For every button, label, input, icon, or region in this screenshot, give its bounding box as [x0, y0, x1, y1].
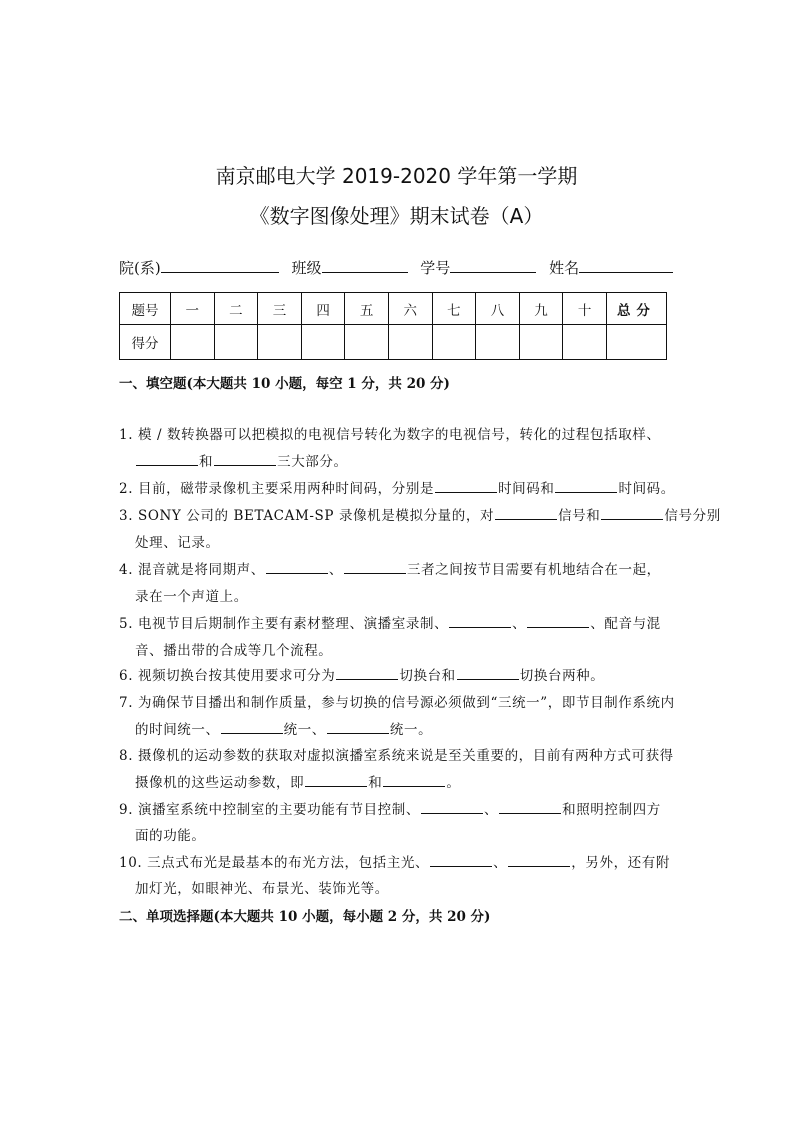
question-text: 音、播出带的合成等几个流程。: [135, 643, 333, 659]
student-info-row: [119, 257, 684, 278]
score-cell[interactable]: [171, 325, 215, 360]
score-cell[interactable]: [476, 325, 520, 360]
question-text: 摄像机的这些运动参数，即: [135, 775, 305, 791]
question-text: 时间码。: [618, 481, 675, 497]
answer-blank[interactable]: [555, 480, 617, 493]
question-line: [135, 585, 248, 605]
question-text: 处理、记录。: [135, 535, 220, 551]
question-line: [119, 423, 661, 443]
section-fill-blank-heading: 一、填空题(本大题共 10 小题，每空 1 分，共 20 分): [119, 376, 450, 392]
question-text: 三者之间按节目需要有机地结合在一起，: [406, 562, 661, 578]
answer-blank[interactable]: [601, 507, 663, 520]
question-text: 录在一个声道上。: [135, 589, 248, 605]
answer-blank[interactable]: [495, 507, 557, 520]
answer-blank[interactable]: [457, 667, 519, 680]
question-cell: 八: [476, 293, 520, 325]
score-cell[interactable]: [214, 325, 258, 360]
answer-blank[interactable]: [136, 453, 198, 466]
question-text: 5. 电视节目后期制作主要有素材整理、演播室录制、: [119, 616, 449, 632]
score-row: [120, 325, 667, 360]
question-line: [135, 718, 432, 738]
question-text: 统一。: [389, 722, 433, 738]
question-text: ，另外，还有附: [571, 855, 670, 871]
question-line: [119, 691, 675, 711]
question-text: 和: [199, 454, 214, 470]
question-cell: 七: [432, 293, 476, 325]
question-text: 、: [328, 562, 343, 578]
question-line: [119, 851, 670, 871]
question-line: [119, 477, 675, 497]
score-table: [119, 292, 667, 360]
answer-blank[interactable]: [527, 615, 589, 628]
question-cell: 总分: [606, 293, 666, 325]
class-label: 班级: [291, 259, 322, 277]
answer-blank[interactable]: [383, 774, 445, 787]
name-label: 姓名: [549, 259, 580, 277]
answer-blank[interactable]: [421, 801, 483, 814]
question-text: 时间码和: [498, 481, 555, 497]
score-cell[interactable]: [519, 325, 563, 360]
question-text: 信号分别: [664, 508, 721, 524]
question-text: 三大部分。: [277, 454, 348, 470]
question-line: [135, 771, 460, 791]
question-text: 切换台和: [399, 668, 456, 684]
question-text: 、: [493, 855, 508, 871]
answer-blank[interactable]: [221, 721, 283, 734]
score-cell[interactable]: [388, 325, 432, 360]
exam-title: 南京邮电大学 2019-2020 学年第一学期: [215, 164, 578, 188]
question-text: 、配音与混: [590, 616, 661, 632]
question-text: 3. SONY 公司的 BETACAM-SP 录像机是模拟分量的，对: [119, 508, 495, 524]
dept-label: 院(系): [119, 259, 161, 277]
question-text: 和: [368, 775, 383, 791]
question-text: 。: [446, 775, 461, 791]
question-text: 7. 为确保节目播出和制作质量，参与切换的信号源必须做到“三统一”，即节目制作系统内: [119, 695, 675, 711]
answer-blank[interactable]: [508, 854, 570, 867]
question-line: [119, 798, 661, 818]
question-line: [119, 664, 604, 684]
question-cell: 一: [171, 293, 215, 325]
row-header-score: 得分: [120, 325, 171, 360]
answer-blank[interactable]: [430, 854, 492, 867]
question-line: [135, 450, 348, 470]
question-text: 加灯光，如眼神光、布景光、装饰光等。: [135, 881, 389, 897]
question-text: 4. 混音就是将同期声、: [119, 562, 265, 578]
answer-blank[interactable]: [344, 561, 406, 574]
question-text: 、: [483, 802, 499, 818]
question-text: 8. 摄像机的运动参数的获取对虚拟演播室系统来说是至关重要的，目前有两种方式可获得: [119, 748, 674, 764]
answer-blank[interactable]: [327, 721, 389, 734]
question-line: [119, 744, 674, 764]
question-text: 6. 视频切换台按其使用要求可分为: [119, 668, 336, 684]
id-field[interactable]: [450, 258, 536, 273]
question-line: [135, 639, 332, 659]
question-cell: 九: [519, 293, 563, 325]
question-line: [135, 824, 206, 844]
question-line: [119, 558, 661, 578]
question-text: 9. 演播室系统中控制室的主要功能有节目控制、: [119, 802, 420, 818]
question-cell: 六: [388, 293, 432, 325]
answer-blank[interactable]: [266, 561, 328, 574]
row-header-question: 题号: [120, 293, 171, 325]
question-text: 1. 模 / 数转换器可以把模拟的电视信号转化为数字的电视信号，转化的过程包括取样、: [119, 427, 661, 443]
question-text: 2. 目前，磁带录像机主要采用两种时间码，分别是: [119, 481, 435, 497]
score-cell[interactable]: [606, 325, 666, 360]
question-cell: 十: [563, 293, 607, 325]
question-line: [135, 877, 389, 897]
question-text: 面的功能。: [135, 828, 206, 844]
exam-subtitle: 《数字图像处理》期末试卷（A）: [249, 204, 544, 228]
score-cell[interactable]: [258, 325, 302, 360]
question-text: 的时间统一、: [135, 722, 220, 738]
section-single-choice-heading: 二、单项选择题(本大题共 10 小题，每小题 2 分，共 20 分): [119, 909, 491, 925]
question-number-row: [120, 293, 667, 325]
question-cell: 五: [345, 293, 389, 325]
question-text: 、: [512, 616, 527, 632]
score-cell[interactable]: [432, 325, 476, 360]
question-line: [135, 531, 220, 551]
answer-blank[interactable]: [449, 615, 511, 628]
score-cell[interactable]: [345, 325, 389, 360]
question-cell: 三: [258, 293, 302, 325]
dept-field[interactable]: [161, 258, 279, 273]
class-field[interactable]: [322, 258, 408, 273]
question-text: 和照明控制四方: [562, 802, 661, 818]
id-label: 学号: [420, 259, 451, 277]
score-cell[interactable]: [563, 325, 607, 360]
score-cell[interactable]: [301, 325, 345, 360]
question-cell: 四: [301, 293, 345, 325]
question-text: 信号和: [558, 508, 601, 524]
question-text: 统一、: [283, 722, 326, 738]
question-text: 10. 三点式布光是最基本的布光方法，包括主光、: [119, 855, 430, 871]
question-line: [119, 504, 721, 524]
answer-blank[interactable]: [305, 774, 367, 787]
name-field[interactable]: [579, 258, 673, 273]
answer-blank[interactable]: [435, 480, 497, 493]
answer-blank[interactable]: [336, 667, 398, 680]
answer-blank[interactable]: [499, 801, 561, 814]
answer-blank[interactable]: [214, 453, 276, 466]
question-cell: 二: [214, 293, 258, 325]
question-text: 切换台两种。: [519, 668, 605, 684]
question-line: [119, 612, 661, 632]
